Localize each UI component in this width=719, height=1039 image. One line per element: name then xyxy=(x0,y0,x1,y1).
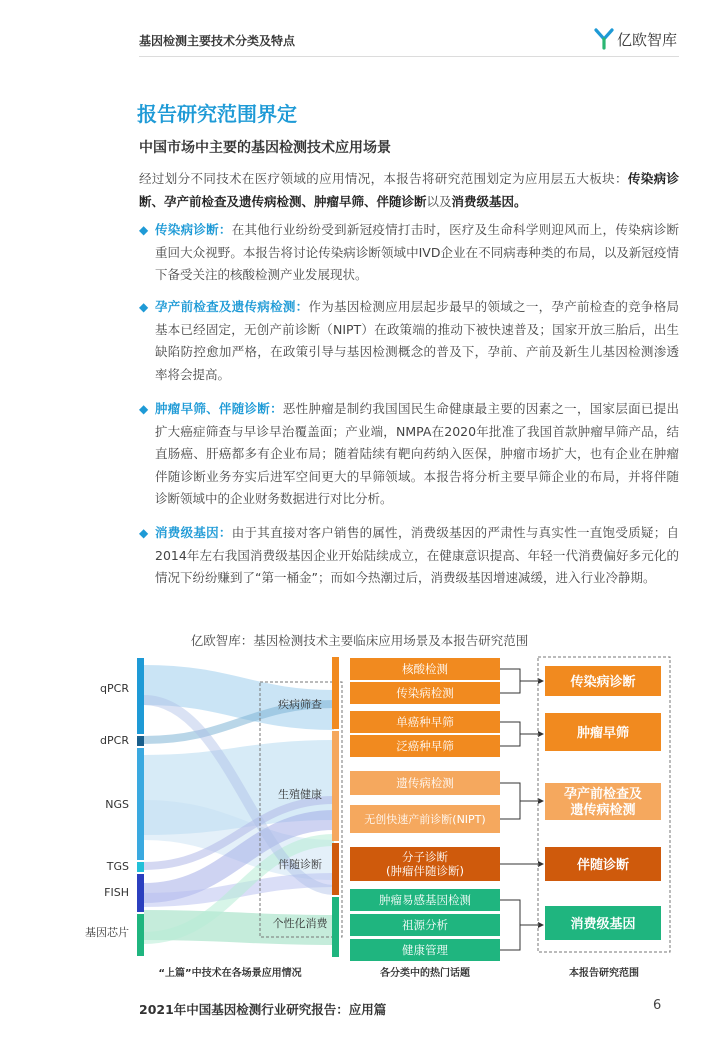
scope-line: 孕产前检查及 xyxy=(563,787,643,802)
topic-label: 核酸检测 xyxy=(402,662,448,676)
column-label: “上篇”中技术在各场景应用情况 xyxy=(158,968,302,979)
tech-label: NGS xyxy=(105,798,129,811)
bar-ngs xyxy=(137,748,144,860)
technology-bars xyxy=(137,658,144,956)
bar-dpcr xyxy=(137,736,144,746)
topic-label: 肿瘤易感基因检测 xyxy=(379,893,471,907)
subtitle: 中国市场中主要的基因检测技术应用场景 xyxy=(139,140,391,156)
bar-fish xyxy=(137,874,144,912)
scenario-bars xyxy=(332,657,339,957)
tech-label: dPCR xyxy=(100,734,129,747)
section-title: 报告研究范围界定 xyxy=(137,102,297,126)
intro-bold-2: 消费级基因。 xyxy=(451,194,527,209)
bar-qpcr xyxy=(137,658,144,734)
scenario-label: 个性化消费 xyxy=(272,917,328,930)
page-number: 6 xyxy=(653,998,662,1013)
column-label: 本报告研究范围 xyxy=(569,968,639,979)
scenario-label: 伴随诊断 xyxy=(278,858,322,871)
scope-line: 遗传病检测 xyxy=(570,803,636,818)
scope-label: 传染病诊断 xyxy=(570,675,636,690)
intro-bold: 传染病诊断、孕产前检查及遗传病检测、肿瘤早筛、伴随诊断 xyxy=(139,171,679,209)
header-title: 基因检测主要技术分类及特点 xyxy=(139,34,296,48)
tech-label: FISH xyxy=(104,886,129,899)
sankey-flows xyxy=(144,685,334,938)
bar-chip xyxy=(137,914,144,956)
footer-text: 2021年中国基因检测行业研究报告：应用篇 xyxy=(139,1002,387,1017)
bar-companion xyxy=(332,843,339,895)
column-label: 各分类中的热门话题 xyxy=(380,968,470,979)
tech-label: qPCR xyxy=(100,682,129,695)
logo-text: 亿欧智库 xyxy=(617,30,678,49)
bullet-text: 恶性肿瘤是制约我国国民生命健康最主要的因素之一，国家层面已提出扩大癌症筛查与早诊早治覆盖面；产业端，NMPA在2020年批准了我国首款肿瘤早筛产品，结直肠癌、肝癌都多有企业布局；随着陆续有靶向药纳入医保，肿瘤市场扩大，也有企业在肿瘤伴随诊断业务夯实后进军空间更大的早筛领域。本报告将分析主要早筛企业的布局，并将伴随诊断领域中的企业财务数据进行对比分析。 xyxy=(155,401,679,507)
bullet-text: 在其他行业纷纷受到新冠疫情打击时，医疗及生命科学则迎风而上，传染病诊断重回大众视野。本报告将讨论传染病诊断领域中IVD企业在不同病毒种类的布局，以及新冠疫情下备受关注的核酸检测产业发展现状。 xyxy=(155,222,679,283)
topic-label: 传染病检测 xyxy=(396,686,454,700)
topic-label: 遗传病检测 xyxy=(396,776,454,790)
topic-boxes xyxy=(350,658,500,961)
connectors xyxy=(500,669,540,950)
scope-label: 伴随诊断 xyxy=(576,858,630,873)
bullet-label: 孕产前检查及遗传病检测： xyxy=(155,299,309,314)
bullet-label: 消费级基因： xyxy=(155,525,232,540)
bullet-text: 作为基因检测应用层起步最早的领域之一，孕产前检查的竞争格局基本已经固定，无创产前诊断（NIPT）在政策端的推动下被快速普及；国家开放三胎后，出生缺陷防控愈加严格，在政策引导与基因检测概念的普及下，孕前、产前及新生儿基因检测渗透率将会提高。 xyxy=(155,299,679,382)
diamond-icon: ◆ xyxy=(139,526,149,540)
scenario-label: 生殖健康 xyxy=(278,788,322,801)
topic-line: (肿瘤伴随诊断) xyxy=(386,864,464,878)
diamond-icon: ◆ xyxy=(139,402,149,416)
arrowheads xyxy=(538,678,544,928)
topic-label: 泛癌种早筛 xyxy=(396,739,454,753)
bullet-label: 传染病诊断： xyxy=(155,222,232,237)
bar-consumer xyxy=(332,897,339,957)
topic-label: 健康管理 xyxy=(402,943,448,957)
scenario-label: 疾病筛查 xyxy=(278,698,322,711)
topic-label: 单癌种早筛 xyxy=(396,715,454,729)
diamond-icon: ◆ xyxy=(139,223,149,237)
bar-reproductive xyxy=(332,731,339,841)
tech-label: TGS xyxy=(106,860,129,873)
scope-label: 消费级基因 xyxy=(570,917,636,932)
bar-disease-screening xyxy=(332,657,339,729)
intro-text: 经过划分不同技术在医疗领域的应用情况，本报告将研究范围划定为应用层五大板块： xyxy=(139,171,628,186)
tech-label: 基因芯片 xyxy=(85,926,129,939)
topic-label: 祖源分析 xyxy=(402,918,448,932)
diamond-icon: ◆ xyxy=(139,300,149,314)
bullet-text: 由于其直接对客户销售的属性，消费级基因的严肃性与真实性一直饱受质疑；自2014年左右我国消费级基因企业开始陆续成立，在健康意识提高、年轻一代消费偏好多元化的情况下纷纷赚到了“第一桶金”；而如今热潮过后，消费级基因增速减缓，进入行业冷静期。 xyxy=(155,525,679,586)
topic-label: 无创快速产前诊断(NIPT) xyxy=(364,813,486,826)
figure-title: 亿欧智库：基因检测技术主要临床应用场景及本报告研究范围 xyxy=(190,633,529,648)
intro-mid: 以及 xyxy=(426,194,452,209)
scope-label: 肿瘤早筛 xyxy=(576,726,630,741)
bullet-label: 肿瘤早筛、伴随诊断： xyxy=(155,401,283,416)
topic-line: 分子诊断 xyxy=(402,850,448,864)
bar-tgs xyxy=(137,862,144,872)
